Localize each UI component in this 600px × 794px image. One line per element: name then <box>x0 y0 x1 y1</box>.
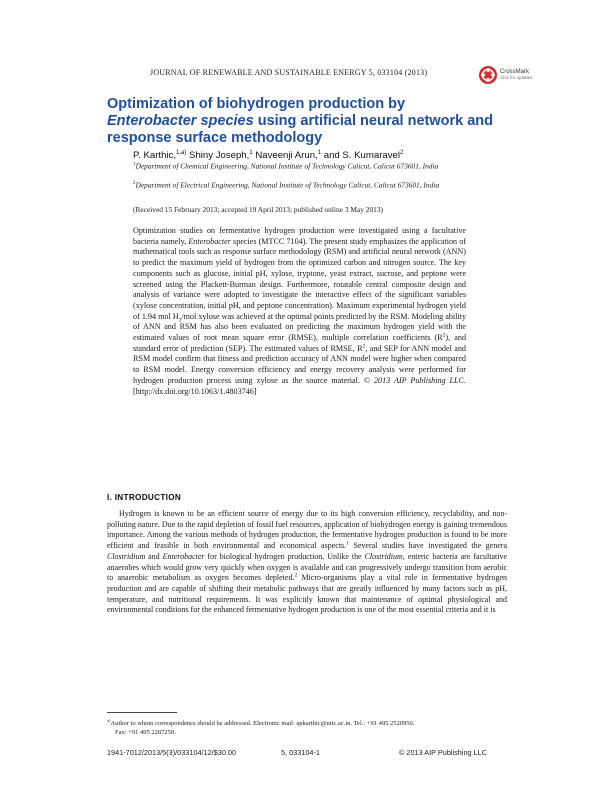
footnote-line: Author to whom correspondence should be addressed. Electronic mail: apkarthic@nitc.ac.in. Tel.: +91 495 2520950. <box>110 720 415 728</box>
body-text: Hydrogen is known to be an efficient source of energy due to its high conversion efficiency, recyclability, and non-polluting nature. Due to the rapid depletion of fossil fuel resources, application of biohydrogen energy is gaining tremendous importance. Among the various methods of hydrogen production, the fermentative hydrogen production is found to be more efficient and feasible in both environmental and economical aspects. <box>107 509 507 551</box>
body-italic: Enterobacter <box>162 551 205 561</box>
body-text: and <box>145 551 163 561</box>
title-part-1: Optimization of biohydrogen production by <box>107 96 406 112</box>
reference-link[interactable]: 1 <box>346 540 349 547</box>
footer-copyright: © 2013 AIP Publishing LLC <box>399 748 488 757</box>
body-text: Micro-organisms play a vital role in fermentative hydrogen production and are capable of shifting their metabolic pathways that are greatly influenced by many factors such as pH, temperature, and nutritional requirements. It was explicitly known that maintenance of optimal physiological and environmental conditions for the enhanced fermentative hydrogen production is one of the most essential criteria and it is <box>107 573 507 615</box>
abstract-text: species (MTCC 7104). The present study emphasizes the application of mathematical tools such as response surface methodology (RSM) and artificial neural network (ANN) to predict the maximum yield of hydrogen from the optimized carbon and nitrogen source. The key components such as glucose, initial pH, xylose, tryptone, yeast extract, sucrose, and peptone were screened using the Plackett-Burman design. Furthermore, rotatable central composite design and analysis of variance were adopted to investigate the interactive effect of the significant variables (xylose concentration, initial pH, and peptone concentration). Maximum experimental hydrogen yield of 1.94 mol H <box>133 236 466 321</box>
abstract-text: Optimization studies on fermentative hydrogen production were investigated using a facultative bacteria namely, <box>133 226 466 246</box>
abstract-superscript: 2 <box>442 332 446 339</box>
crossmark-caption: click for updates <box>500 75 533 80</box>
body-italic: Clostridium, <box>364 551 405 561</box>
crossmark-icon <box>478 65 498 85</box>
title-part-2: using artificial neural network and response surface methodology <box>107 113 493 146</box>
crossmark-logo[interactable] <box>478 63 558 87</box>
journal-header: JOURNAL OF RENEWABLE AND SUSTAINABLE ENERGY 5, 033104 (2013) <box>150 68 428 77</box>
footnote <box>107 716 507 737</box>
author-affil-marker: 2 <box>400 150 404 156</box>
affiliation-marker: 1 <box>133 162 136 167</box>
body-italic: Clostridium <box>107 551 146 561</box>
author-affil-marker: 1 <box>249 150 253 156</box>
footnote-line: Fax: +91 495 2287250. <box>115 729 176 737</box>
abstract-text: , and SEP for ANN model and RSM model confirm that fitness and prediction accuracy of ANN model were higher when compared to RSM model. Energy conversion efficiency and energy recovery analysis were performed for hydrogen production process using xylose as the source material. <box>133 343 466 385</box>
body-text: enteric bacteria are facultative anaerobes which would grow very quickly when oxygen is available and can progressively undergo transition from aerobic to anaerobic metabolism as oxygen becomes depleted. <box>107 551 507 583</box>
abstract <box>133 226 466 397</box>
paper-title <box>107 96 507 147</box>
body-text: for biological hydrogen production. Unlike the <box>204 551 365 561</box>
abstract-text: ), and standard error of prediction (SEP). The estimated values of RMSE, R <box>133 333 467 353</box>
author-affil-marker: 1,a) <box>176 150 187 156</box>
author-affil-marker: 1 <box>317 150 322 156</box>
affiliation-1 <box>133 160 513 171</box>
abstract-superscript: 2 <box>362 343 366 350</box>
author: Naveenji Arun, <box>252 150 318 162</box>
affiliation-text: Department of Chemical Engineering, National Institute of Technology Calicut, Calicut 673601, India <box>135 161 439 171</box>
reference-link[interactable]: 2 <box>294 572 298 579</box>
abstract-subscript: 2 <box>178 317 182 324</box>
footer-page-number: 5, 033104-1 <box>281 748 320 757</box>
section-heading: I. INTRODUCTION <box>107 493 182 502</box>
affiliation-2 <box>133 179 513 190</box>
abstract-text: /mol xylose was achieved at the optimal points predicted by the RSM. Modeling ability of ANN and RSM has also been evaluated on predicting the maximum hydrogen yield with the estimated values of root mean square error (RMSE), multiple correlation coefficients (R <box>133 311 467 343</box>
abstract-copyright: © 2013 AIP Publishing LLC. <box>363 375 466 385</box>
received-dates: (Received 15 February 2013; accepted 19 April 2013; published online 3 May 2013) <box>133 205 383 214</box>
abstract-italic: Enterobacter <box>188 236 231 246</box>
footer-issn: 1941-7012/2013/5(3)/033104/12/$30.00 <box>107 748 237 757</box>
affiliation-marker: 2 <box>133 181 136 186</box>
affiliation-text: Department of Electrical Engineering, National Institute of Technology Calicut, Calicut 673601, India <box>135 180 440 190</box>
author: P. Karthic, <box>133 150 177 162</box>
author: Shiny Joseph, <box>186 150 250 162</box>
footnote-marker: a) <box>107 718 111 723</box>
body-text: Several studies have investigated the genera <box>348 541 507 551</box>
crossmark-label: CrossMark <box>500 69 530 75</box>
footnote-divider <box>107 712 177 713</box>
doi-link[interactable]: [http://dx.doi.org/10.1063/1.4803746] <box>133 386 257 396</box>
introduction-paragraph <box>107 509 507 616</box>
author: and S. Kumaravel <box>321 150 400 162</box>
title-italic-organism: Enterobacter species <box>107 113 254 129</box>
